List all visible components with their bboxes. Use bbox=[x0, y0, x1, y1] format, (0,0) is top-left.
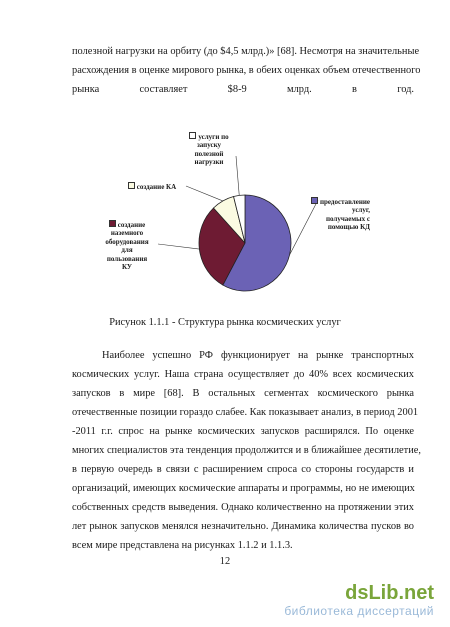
watermark-subtitle: библиотека диссертаций bbox=[284, 604, 434, 618]
text-line: многих специалистов эта тенденция продолжится и в ближайшее десятилетие, bbox=[72, 445, 421, 456]
pie-slice-0 bbox=[223, 195, 291, 291]
pie-label-3 bbox=[176, 132, 242, 167]
legend-swatch bbox=[189, 132, 196, 139]
text-line: -2011 г.г. спрос на рынке космических запусков расширялся. По оценке bbox=[72, 426, 414, 437]
pie-leader-line-1 bbox=[158, 244, 199, 249]
pie-label-line: пользования bbox=[106, 254, 148, 263]
pie-slice-3 bbox=[234, 195, 245, 243]
text-line: расхождения в оценке мирового рынка, в обеих оценках объем отечественного bbox=[72, 65, 421, 76]
pie-label-0 bbox=[292, 197, 370, 232]
figure-caption: Рисунок 1.1.1 - Структура рынка космических услуг bbox=[109, 317, 341, 328]
pie-label-line: помощью КД bbox=[327, 223, 370, 232]
text-line: отечественные позиции гораздо слабее. Как показывает анализ, в период 2001 bbox=[72, 407, 419, 418]
pie-label-1 bbox=[95, 220, 159, 271]
legend-swatch bbox=[109, 220, 116, 227]
pie-slice-1 bbox=[199, 208, 245, 285]
pie-label-line: полезной bbox=[194, 149, 224, 158]
pie-label-line: запуску bbox=[196, 141, 222, 150]
pie-label-line: создание bbox=[117, 221, 146, 229]
pie-label-line: нагрузки bbox=[194, 158, 224, 167]
legend-swatch bbox=[311, 197, 318, 204]
pie-label-line: получаемых с bbox=[325, 214, 370, 223]
paragraph-launch-market bbox=[72, 346, 421, 555]
pie-leader-line-3 bbox=[236, 156, 239, 195]
text-line: в первую очередь в связи с расширением спроса со стороны государств и bbox=[72, 464, 414, 475]
text-line: всем мире представлена на рисунках 1.1.2 и 1.1.3. bbox=[72, 540, 293, 551]
text-line: собственных средств выведения. Однако количественно на протяжении этих bbox=[72, 502, 414, 513]
text-line: космических услуг. Наша страна осуществляет до 40% всех космических bbox=[72, 369, 414, 380]
text-line: полезной нагрузки на орбиту (до $4,5 млрд.)» [68]. Несмотря на значительные bbox=[72, 46, 420, 57]
text-line: Наиболее успешно РФ функционирует на рынке транспортных bbox=[102, 350, 414, 361]
pie-label-line: предоставление bbox=[319, 198, 370, 206]
pie-label-line: для bbox=[121, 246, 133, 255]
text-line: организаций, имеющих космические аппараты и программы, но не имеющих bbox=[72, 483, 415, 494]
text-line: запусков в мире [68]. В остальных сегментах космического рынка bbox=[72, 388, 414, 399]
pie-label-line: услуг, bbox=[352, 206, 370, 215]
legend-swatch bbox=[128, 182, 135, 189]
pie-label-line: услуги по bbox=[198, 133, 229, 141]
pie-label-2 bbox=[118, 182, 186, 191]
text-line: лет рынок запусков менялся незначительно. Динамика количества пусков во bbox=[72, 521, 414, 532]
paragraph-market-volume bbox=[72, 42, 421, 99]
text-line: рынка составляет $8-9 млрд. в год. bbox=[72, 84, 414, 95]
page-number: 12 bbox=[219, 556, 231, 567]
pie-leader-line-0 bbox=[290, 200, 318, 255]
pie-label-line: создание КА bbox=[136, 183, 177, 191]
pie-leader-line-2 bbox=[186, 186, 223, 201]
pie-label-line: оборудования bbox=[105, 237, 149, 246]
watermark bbox=[284, 582, 434, 618]
pie-label-line: КУ bbox=[121, 263, 133, 272]
pie-slice-2 bbox=[214, 197, 245, 243]
pie-label-line: наземного bbox=[110, 229, 144, 238]
watermark-logo: dsLib.net bbox=[345, 582, 434, 604]
